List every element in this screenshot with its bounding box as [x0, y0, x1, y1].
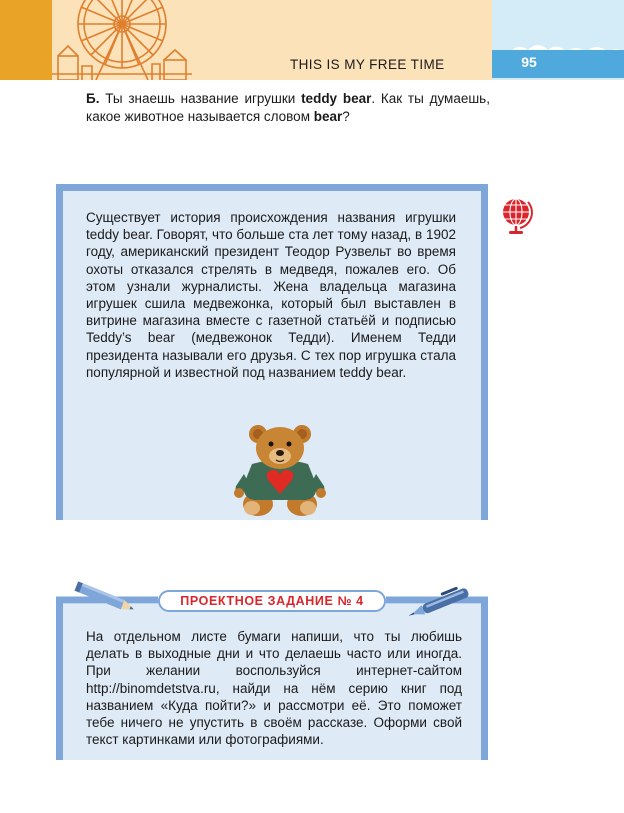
- history-text: Существует история происхождения названия игрушки teddy bear. Говорят, что больше ста лет тому назад, в 1902 году, американский президент Теодор Рузвельт во время охоты отказался стрелять в медведя, пожалев его. Об этом узнали журналисты. Жена владельца магазина игрушек сшила медвежонка, который был выставлен в витрине магазина вместе с газетной статьёй и подписью Teddy’s bear (медвежонок Тедди). Именем Тедди президента называли его друзья. С тех пор игрушка стала популярной и известной под названием teddy bear.: [86, 210, 456, 380]
- globe-icon: [500, 196, 534, 236]
- header-banner: [0, 0, 624, 80]
- question-text-3: ?: [342, 109, 350, 124]
- project-task-heading: ПРОЕКТНОЕ ЗАДАНИЕ № 4: [158, 590, 386, 612]
- question-text-2: . Как ты думаешь, какое животное называется словом: [86, 91, 490, 124]
- question-text-1: Ты знаешь название игрушки: [105, 91, 296, 106]
- question-label: Б.: [86, 91, 100, 106]
- project-task-text: На отдельном листе бумаги напиши, что ты любишь делать в выходные дни и что делаешь часто или иногда. При желании воспользуйся интернет-сайтом http://binomdetstva.ru, найди на нём серию книг под названием «Куда пойти?» и рассмотри её. Это поможет тебе ничего не упустить в своём рассказе. Оформи свой текст картинками или фотографиями.: [86, 629, 462, 748]
- term-bear: bear: [313, 109, 343, 124]
- orange-corner-tab: [0, 0, 52, 80]
- ferris-wheel-illustration: [52, 0, 192, 80]
- pencil-icon: [72, 580, 140, 616]
- chapter-title: THIS IS MY FREE TIME: [290, 57, 445, 72]
- term-teddy-bear: teddy bear: [301, 91, 372, 106]
- teddy-bear-image: [232, 420, 328, 520]
- pen-icon: [404, 584, 476, 622]
- page-number: 95: [521, 54, 537, 70]
- question-b: [86, 90, 490, 126]
